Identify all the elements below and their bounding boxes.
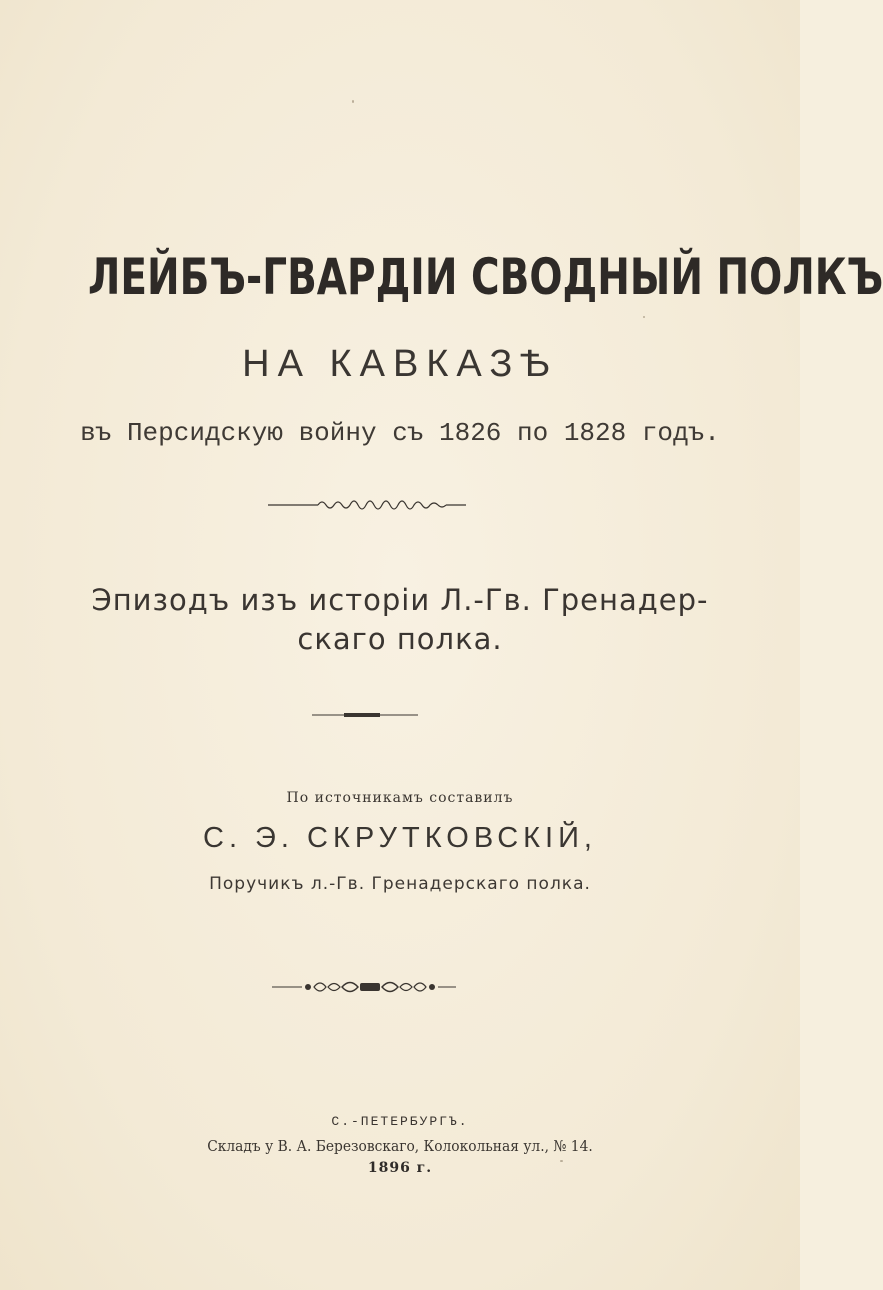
publication-year: 1896 г.	[367, 1160, 433, 1176]
publisher-depot-line: Складъ у В. А. Березовскаго, Колокольная ул., № 14.	[207, 1137, 593, 1155]
paper-speck	[352, 100, 354, 103]
floral-vignette-ornament	[0, 976, 800, 996]
paper-speck	[560, 1160, 563, 1162]
paper-speck	[643, 316, 645, 318]
episode-line-2: скаго полка.	[297, 622, 503, 656]
wavy-rule-ornament	[0, 495, 800, 515]
author-name: С. Э. СКРУТКОВСКІЙ,	[203, 822, 597, 854]
book-title: ЛЕЙБЪ-ГВАРДІИ СВОДНЫЙ ПОЛКЪ	[88, 248, 883, 306]
bar-rule-ornament	[0, 708, 800, 720]
book-subtitle: НА КАВКАЗѢ	[242, 343, 558, 385]
sources-line: По источникамъ составилъ	[286, 790, 514, 806]
author-rank: Поручикъ л.-Гв. Гренадерскаго полка.	[209, 874, 591, 894]
city-line: С.-ПЕТЕРБУРГЪ.	[331, 1114, 469, 1129]
war-dates-line: въ Персидскую войну съ 1826 по 1828 годъ.	[80, 418, 720, 448]
wavy-rule-squiggle	[318, 501, 446, 509]
episode-line-1: Эпизодъ изъ исторіи Л.-Гв. Гренадер-	[91, 583, 709, 617]
